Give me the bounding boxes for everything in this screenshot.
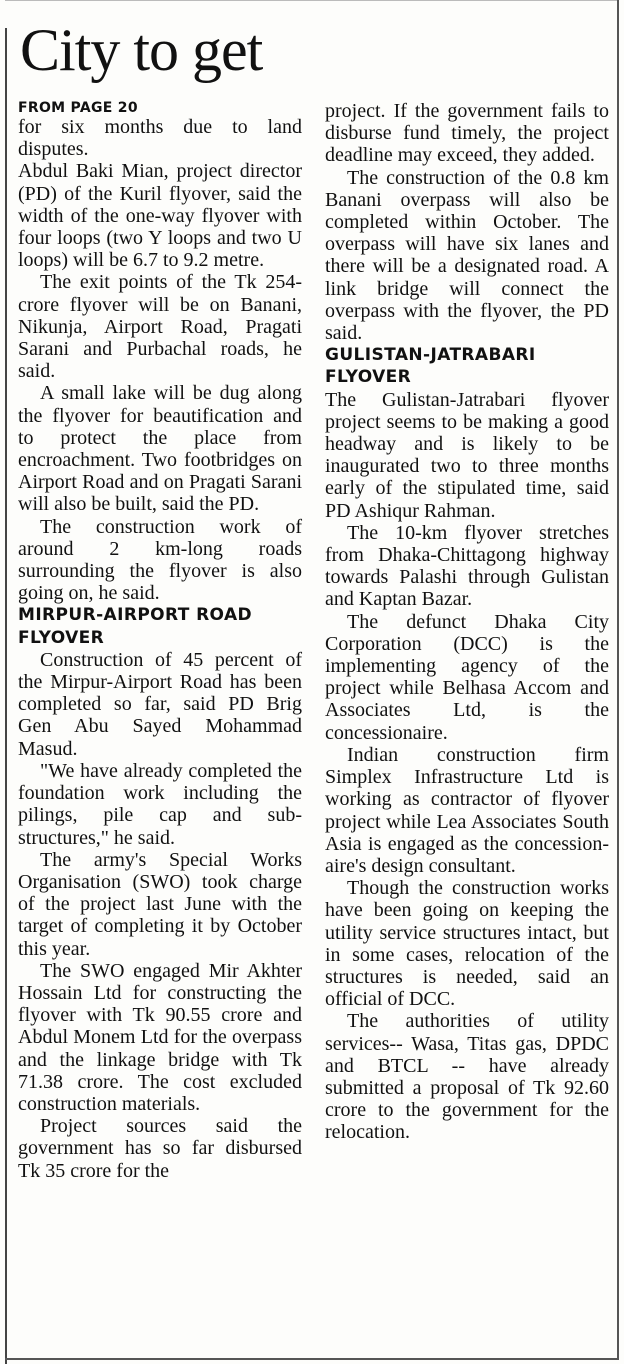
article-paragraph: The construction of the 0.8 km Banani overpass will also be completed within October. The overpass will have six lanes and there will be a designated road. A link bridge will connect the overpass with the flyover, the PD said. [325,166,609,345]
article-paragraph: The army's Special Works Organisation (SWO) took charge of the project last June with the target of completing it by October this year. [18,848,302,960]
kicker: FROM PAGE 20 [18,100,138,116]
article-paragraph: The SWO engaged Mir Akhter Hossain Ltd for constructing the flyover with Tk 90.55 crore and Abdul Monem Ltd for the overpass and the linkage bridge with Tk 71.38 crore. The cost excluded construction materials. [18,959,302,1115]
left-column [18,100,302,1182]
article-paragraph: for six months due to land disputes. [18,116,302,161]
article-paragraph: The Gulistan-Jatrabari flyover project seems to be making a good headway and is likely to be inaugurated two to three months early of the stipulated time, said PD Ashiqur Rahman. [325,388,609,522]
article-paragraph: The authorities of utility services-- Wasa, Titas gas, DPDC and BTCL -- have already submitted a proposal of Tk 92.60 crore to the government for the relocation. [325,1010,609,1144]
article-paragraph: The construction work of around 2 km-long roads surrounding the flyover is also going on, he said. [18,515,302,605]
article-paragraph: The exit points of the Tk 254-crore flyover will be on Banani, Nikunja, Airport Road, Pragati Sarani and Purbachal roads, he said. [18,271,302,383]
article-paragraph: Indian construction firm Simplex Infrastructure Ltd is working as contractor of flyover project while Lea Associates South Asia is engaged as the concessionaire's design consultant. [325,743,609,877]
right-rule [617,0,619,1360]
headline: City to get [20,17,263,83]
article-paragraph: project. If the government fails to disburse fund timely, the project deadline may exceed, they added. [325,100,609,167]
article-paragraph: The defunct Dhaka City Corporation (DCC) is the implementing agency of the project while Belhasa Accom and Associates Ltd, is the concessionaire. [325,610,609,744]
bottom-rule [5,1358,619,1360]
right-column-body [325,100,609,1144]
article-paragraph: Abdul Baki Mian, project director (PD) of the Kuril flyover, said the width of the one-way flyover with four loops (two Y loops and two U loops) will be 6.7 to 9.2 metre. [18,160,302,272]
section-heading: MIRPUR-AIRPORT ROAD FLYOVER [18,605,253,648]
article-paragraph: The 10-km flyover stretches from Dhaka-Chittagong highway towards Palashi through Gulistan and Kaptan Bazar. [325,521,609,611]
article-paragraph: A small lake will be dug along the flyover for beautification and to protect the place from encroachment. Two footbridges on Airport Road and on Pragati Sarani will also be built, said the PD. [18,382,302,516]
article-paragraph: Though the construction works have been going on keeping the utility service structures intact, but in some cases, relocation of the structures is needed, said an official of DCC. [325,877,609,1011]
left-column-body [18,116,302,1182]
section-heading: GULISTAN-JATRABARI FLYOVER [325,345,536,388]
left-rule [5,28,7,1364]
top-rule [5,0,619,1]
right-column [325,100,609,1144]
article-paragraph: "We have already completed the foundation work including the pilings, pile cap and sub-structures," he said. [18,759,302,849]
article-paragraph: Construction of 45 percent of the Mirpur-Airport Road has been completed so far, said PD Brig Gen Abu Sayed Mohammad Masud. [18,648,302,760]
article-paragraph: Project sources said the government has so far disbursed Tk 35 crore for the [18,1115,302,1182]
